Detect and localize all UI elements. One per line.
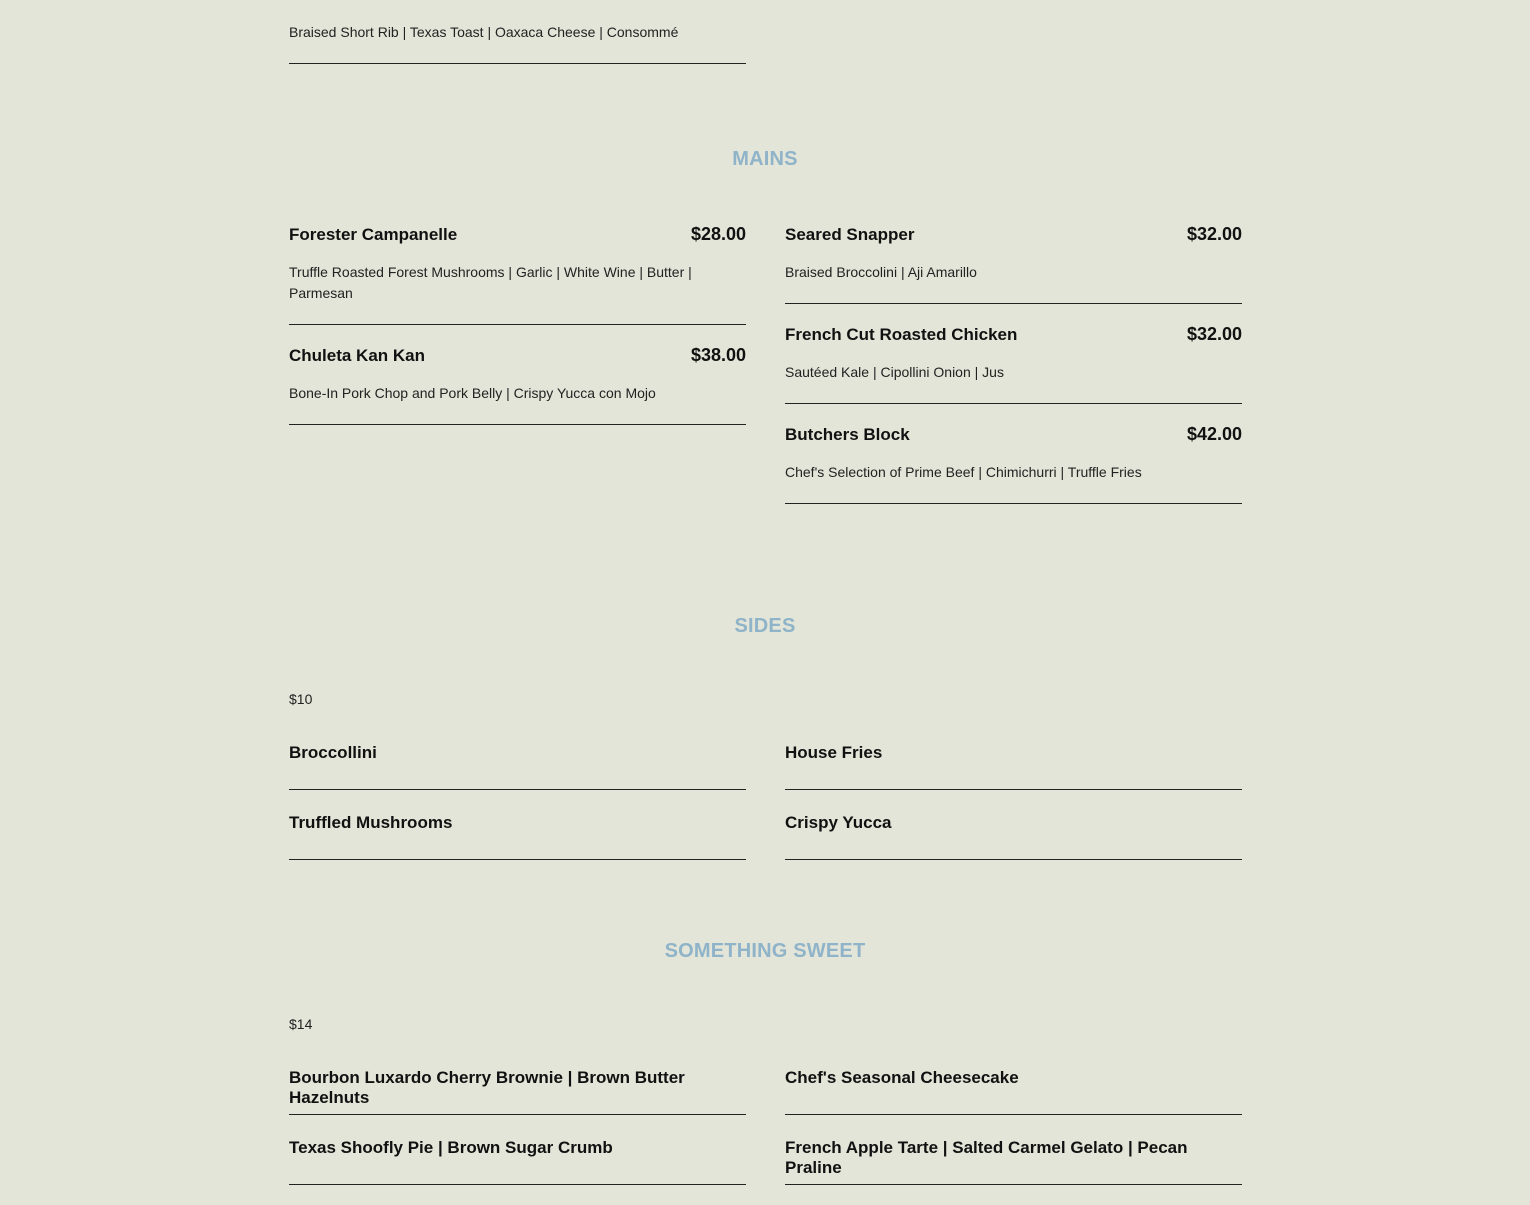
sweet-grid bbox=[289, 1045, 1242, 1185]
menu-item-description: Bone-In Pork Chop and Pork Belly | Crispy Yucca con Mojo bbox=[289, 385, 656, 401]
menu-item-description: Braised Broccolini | Aji Amarillo bbox=[785, 264, 977, 280]
section-title-something-sweet: SOMETHING SWEET bbox=[664, 940, 866, 962]
menu-item-price: $38.00 bbox=[690, 345, 746, 365]
menu-item-partial bbox=[289, 0, 746, 64]
menu-item-name: Bourbon Luxardo Cherry Brownie | Brown Butter Hazelnuts bbox=[289, 1068, 685, 1107]
menu-item-head bbox=[289, 224, 746, 245]
menu-item-name: French Cut Roasted Chicken bbox=[785, 325, 1018, 344]
menu-item bbox=[785, 224, 1242, 304]
menu-item bbox=[289, 720, 746, 790]
menu-item-head bbox=[289, 0, 746, 2]
mains-grid bbox=[289, 224, 1242, 504]
menu-item-description: Sautéed Kale | Cipollini Onion | Jus bbox=[785, 364, 1004, 380]
menu-item-name: Chef's Seasonal Cheesecake bbox=[785, 1068, 1019, 1087]
sides-grid bbox=[289, 720, 1242, 860]
divider bbox=[289, 63, 746, 64]
menu-item bbox=[785, 1115, 1242, 1185]
menu-item-name: Truffled Mushrooms bbox=[289, 813, 453, 832]
menu-item-name: Broccollini bbox=[289, 743, 377, 762]
menu-item-name: Chuleta Kan Kan bbox=[289, 346, 426, 365]
menu-item-name: House Fries bbox=[785, 743, 883, 762]
menu-item-name: Butchers Block bbox=[785, 425, 910, 444]
menu-item-price: $32.00 bbox=[1186, 324, 1242, 344]
menu-item bbox=[785, 304, 1242, 404]
menu-item bbox=[785, 404, 1242, 504]
menu-item bbox=[289, 224, 746, 325]
menu-item bbox=[289, 1115, 746, 1185]
menu-item bbox=[785, 720, 1242, 790]
sides-right-column bbox=[785, 720, 1242, 860]
menu-item-name: Seared Snapper bbox=[785, 225, 915, 244]
menu-item-description: Braised Short Rib | Texas Toast | Oaxaca Cheese | Consommé bbox=[289, 24, 679, 40]
menu-item-head bbox=[289, 345, 746, 366]
section-price: $10 bbox=[289, 691, 313, 707]
menu-item-name: Texas Shoofly Pie | Brown Sugar Crumb bbox=[289, 1138, 613, 1157]
menu-item-name: Forester Campanelle bbox=[289, 225, 458, 244]
menu-item-head bbox=[785, 424, 1242, 445]
sweet-left-column bbox=[289, 1045, 746, 1185]
menu-item bbox=[289, 1045, 746, 1115]
menu-item-price: $42.00 bbox=[1186, 424, 1242, 444]
menu-item-description: Chef's Selection of Prime Beef | Chimichurri | Truffle Fries bbox=[785, 464, 1142, 480]
menu-item-price: $28.00 bbox=[690, 224, 746, 244]
menu-item bbox=[785, 790, 1242, 860]
menu-item-price: $32.00 bbox=[1186, 224, 1242, 244]
menu-item-description: Truffle Roasted Forest Mushrooms | Garlic | White Wine | Butter | Parmesan bbox=[289, 264, 692, 301]
menu-item-name: French Apple Tarte | Salted Carmel Gelato | Pecan Praline bbox=[785, 1138, 1188, 1177]
section-price: $14 bbox=[289, 1016, 313, 1032]
mains-right-column bbox=[785, 224, 1242, 504]
sweet-right-column bbox=[785, 1045, 1242, 1185]
menu-item bbox=[289, 325, 746, 425]
section-title-mains: MAINS bbox=[732, 148, 798, 170]
menu-item bbox=[289, 790, 746, 860]
menu-item-head bbox=[785, 224, 1242, 245]
section-title-sides: SIDES bbox=[734, 615, 796, 637]
menu-item-name: Crispy Yucca bbox=[785, 813, 892, 832]
mains-left-column bbox=[289, 224, 746, 504]
menu-item bbox=[785, 1045, 1242, 1115]
sides-left-column bbox=[289, 720, 746, 860]
menu-item-head bbox=[785, 324, 1242, 345]
